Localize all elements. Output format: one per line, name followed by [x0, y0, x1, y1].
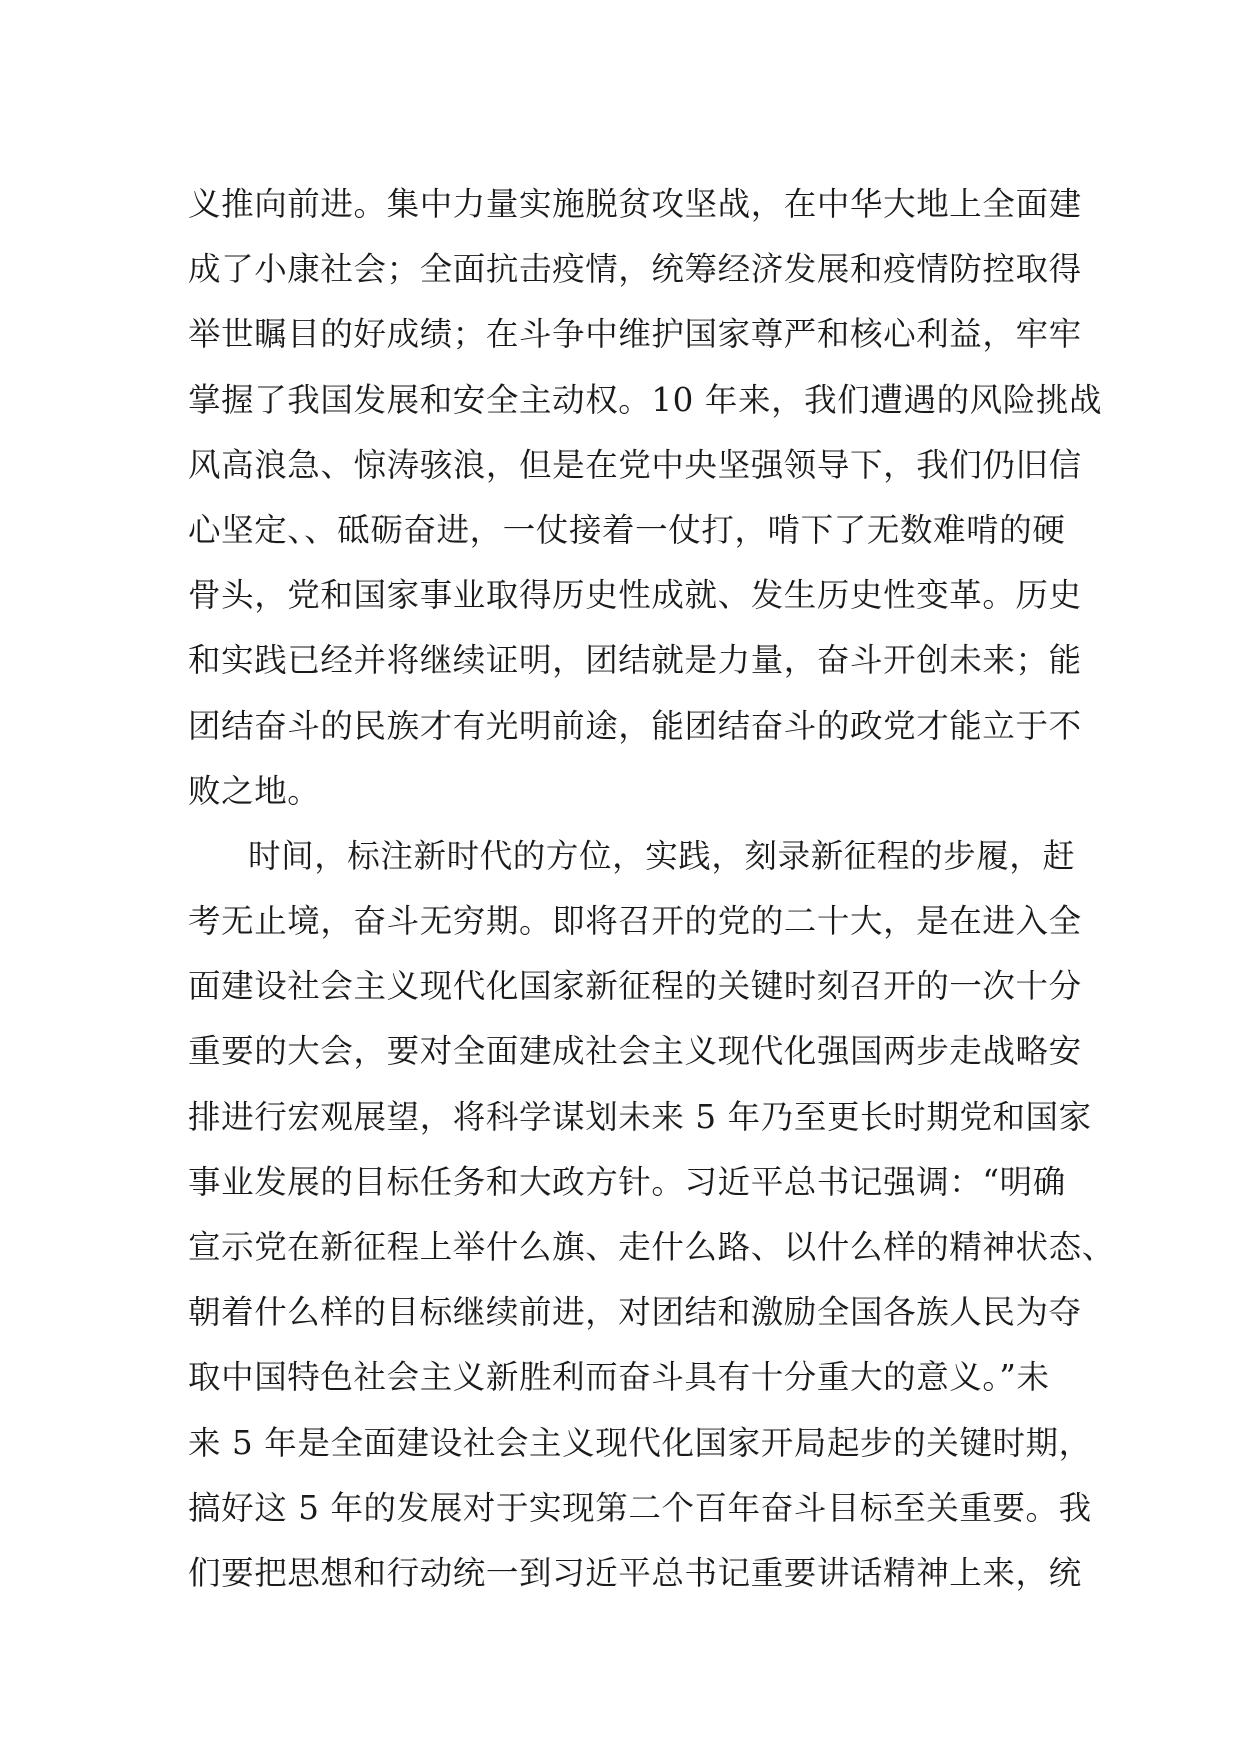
text-line: 风高浪急、惊涛骇浪，但是在党中央坚强领导下，我们仍旧信	[188, 445, 1082, 484]
text-line: 败之地。	[188, 771, 321, 810]
text-line: 取中国特色社会主义新胜利而奋斗具有十分重大的意义。”未	[188, 1358, 1050, 1397]
text-line: 心坚定、、砥砺奋进，一仗接着一仗打，啃下了无数难啃的硬	[188, 510, 1066, 549]
text-line: 团结奋斗的民族才有光明前途，能团结奋斗的政党才能立于不	[188, 706, 1082, 745]
text-line: 宣示党在新征程上举什么旗、走什么路、以什么样的精神状态、	[188, 1228, 1115, 1266]
text-line: 和实践已经并将继续证明，团结就是力量，奋斗开创未来；能	[188, 641, 1082, 680]
paragraph-first-line: 时间，标注新时代的方位，实践，刻录新征程的步履，赶	[248, 836, 1076, 875]
text-line: 掌握了我国发展和安全主动权。10 年来，我们遭遇的风险挑战	[188, 380, 1103, 419]
text-line: 事业发展的目标任务和大政方针。习近平总书记强调：“明确	[188, 1162, 1066, 1201]
text-line: 来 5 年是全面建设社会主义现代化国家开局起步的关键时期，	[188, 1423, 1092, 1462]
text-line: 义推向前进。集中力量实施脱贫攻坚战，在中华大地上全面建	[188, 185, 1082, 223]
text-line: 举世瞩目的好成绩；在斗争中维护国家尊严和核心利益，牢牢	[188, 315, 1082, 354]
text-line: 重要的大会，要对全面建成社会主义现代化强国两步走战略安	[188, 1032, 1082, 1071]
text-line: 朝着什么样的目标继续前进，对团结和激励全国各族人民为夺	[188, 1293, 1082, 1332]
text-line: 搞好这 5 年的发展对于实现第二个百年奋斗目标至关重要。我	[188, 1488, 1092, 1527]
text-line: 考无止境，奋斗无穷期。即将召开的党的二十大，是在进入全	[188, 902, 1082, 941]
text-line: 排进行宏观展望，将科学谋划未来 5 年乃至更长时期党和国家	[188, 1097, 1092, 1136]
text-line: 成了小康社会；全面抗击疫情，统筹经济发展和疫情防控取得	[188, 250, 1082, 289]
text-line: 骨头，党和国家事业取得历史性成就、发生历史性变革。历史	[188, 576, 1082, 615]
body-text	[188, 172, 1115, 1606]
text-line: 面建设社会主义现代化国家新征程的关键时刻召开的一次十分	[188, 967, 1082, 1006]
text-line: 们要把思想和行动统一到习近平总书记重要讲话精神上来，统	[188, 1553, 1082, 1592]
